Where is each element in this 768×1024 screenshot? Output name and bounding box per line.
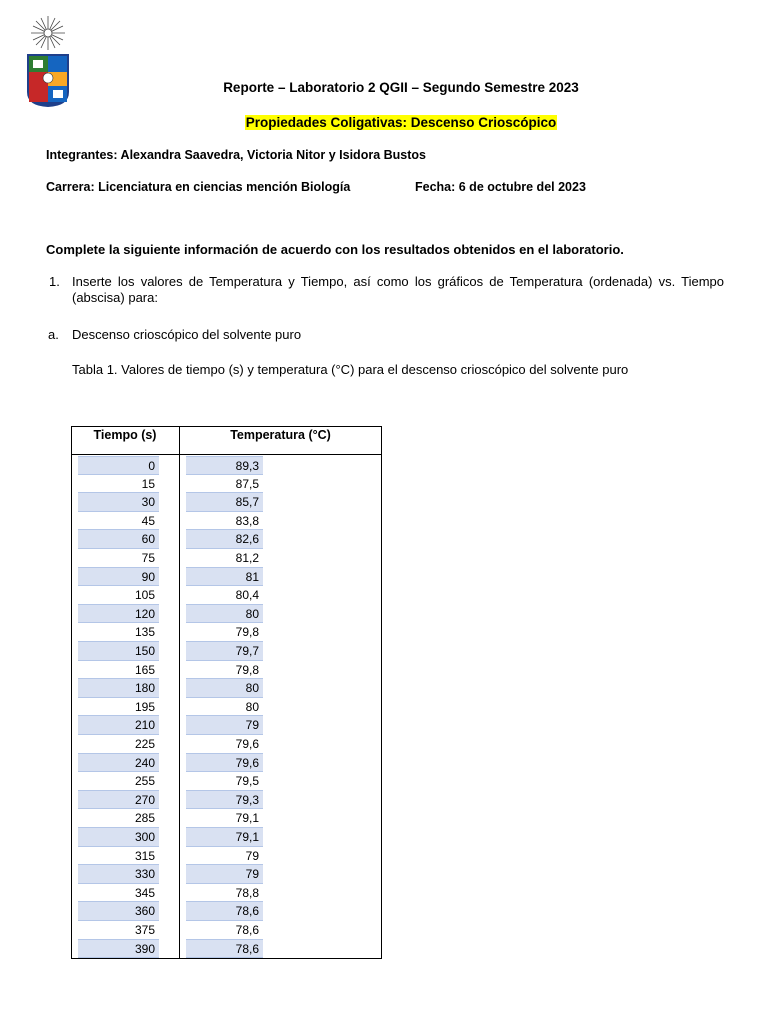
cell-tiempo: 300 bbox=[78, 828, 159, 847]
cell-temperatura: 79,1 bbox=[186, 828, 263, 847]
cell-temperatura: 78,6 bbox=[186, 940, 263, 959]
cell-tiempo: 225 bbox=[78, 735, 159, 754]
cell-tiempo: 15 bbox=[78, 475, 159, 494]
cell-tiempo: 315 bbox=[78, 847, 159, 866]
cell-temperatura: 83,8 bbox=[186, 512, 263, 531]
table-column-divider bbox=[179, 426, 180, 959]
cell-temperatura: 80 bbox=[186, 698, 263, 717]
report-subtitle: Propiedades Coligativas: Descenso Crioscópico bbox=[245, 115, 557, 130]
cell-temperatura: 87,5 bbox=[186, 475, 263, 494]
cell-temperatura: 79 bbox=[186, 865, 263, 884]
cell-tiempo: 120 bbox=[78, 605, 159, 624]
header-temperatura: Temperatura (°C) bbox=[230, 428, 331, 442]
cell-tiempo: 90 bbox=[78, 568, 159, 587]
cell-temperatura: 78,6 bbox=[186, 902, 263, 921]
item-letter: a. bbox=[48, 327, 59, 342]
integrantes-line: Integrantes: Alexandra Saavedra, Victoria Nitor y Isidora Bustos bbox=[46, 148, 426, 162]
cell-tiempo: 270 bbox=[78, 791, 159, 810]
cell-temperatura: 85,7 bbox=[186, 493, 263, 512]
cell-tiempo: 75 bbox=[78, 549, 159, 568]
cell-temperatura: 79,6 bbox=[186, 735, 263, 754]
cell-tiempo: 105 bbox=[78, 586, 159, 605]
cell-tiempo: 240 bbox=[78, 754, 159, 773]
cell-tiempo: 60 bbox=[78, 530, 159, 549]
item-1-text: Inserte los valores de Temperatura y Tiempo, así como los gráficos de Temperatura (ordenada) vs. Tiempo (abscisa) para: bbox=[72, 274, 724, 305]
cell-tiempo: 345 bbox=[78, 884, 159, 903]
cell-temperatura: 79,6 bbox=[186, 754, 263, 773]
cell-tiempo: 375 bbox=[78, 921, 159, 940]
report-title: Reporte – Laboratorio 2 QGII – Segundo Semestre 2023 bbox=[223, 80, 579, 95]
cell-temperatura: 89,3 bbox=[186, 456, 263, 475]
cell-tiempo: 165 bbox=[78, 661, 159, 680]
cell-temperatura: 79,8 bbox=[186, 661, 263, 680]
cell-tiempo: 45 bbox=[78, 512, 159, 531]
item-a-text: Descenso crioscópico del solvente puro bbox=[72, 327, 302, 342]
cell-temperatura: 82,6 bbox=[186, 530, 263, 549]
cell-tiempo: 150 bbox=[78, 642, 159, 661]
cell-temperatura: 79,3 bbox=[186, 791, 263, 810]
table-caption: Tabla 1. Valores de tiempo (s) y temperatura (°C) para el descenso crioscópico del solvente puro bbox=[72, 362, 629, 377]
cell-tiempo: 195 bbox=[78, 698, 159, 717]
cell-temperatura: 80,4 bbox=[186, 586, 263, 605]
cell-tiempo: 390 bbox=[78, 940, 159, 959]
header-tiempo: Tiempo (s) bbox=[93, 428, 157, 442]
cell-tiempo: 0 bbox=[78, 456, 159, 475]
cell-tiempo: 255 bbox=[78, 772, 159, 791]
cell-tiempo: 330 bbox=[78, 865, 159, 884]
cell-temperatura: 79,1 bbox=[186, 809, 263, 828]
cell-tiempo: 135 bbox=[78, 623, 159, 642]
cell-temperatura: 80 bbox=[186, 605, 263, 624]
subtitle-wrapper bbox=[0, 114, 768, 132]
cell-temperatura: 80 bbox=[186, 679, 263, 698]
cell-temperatura: 79,5 bbox=[186, 772, 263, 791]
cell-temperatura: 79 bbox=[186, 716, 263, 735]
cell-temperatura: 81,2 bbox=[186, 549, 263, 568]
fecha-line: Fecha: 6 de octubre del 2023 bbox=[415, 180, 586, 194]
cell-temperatura: 78,6 bbox=[186, 921, 263, 940]
instructions: Complete la siguiente información de acuerdo con los resultados obtenidos en el laboratorio. bbox=[46, 242, 624, 257]
cell-temperatura: 79 bbox=[186, 847, 263, 866]
item-number: 1. bbox=[49, 274, 60, 289]
cell-tiempo: 30 bbox=[78, 493, 159, 512]
cell-temperatura: 78,8 bbox=[186, 884, 263, 903]
cell-tiempo: 285 bbox=[78, 809, 159, 828]
cell-temperatura: 79,8 bbox=[186, 623, 263, 642]
carrera-line: Carrera: Licenciatura en ciencias mención Biología bbox=[46, 180, 351, 194]
cell-tiempo: 210 bbox=[78, 716, 159, 735]
cell-tiempo: 360 bbox=[78, 902, 159, 921]
cell-temperatura: 81 bbox=[186, 568, 263, 587]
cell-temperatura: 79,7 bbox=[186, 642, 263, 661]
cell-tiempo: 180 bbox=[78, 679, 159, 698]
table-header-divider bbox=[71, 454, 382, 455]
